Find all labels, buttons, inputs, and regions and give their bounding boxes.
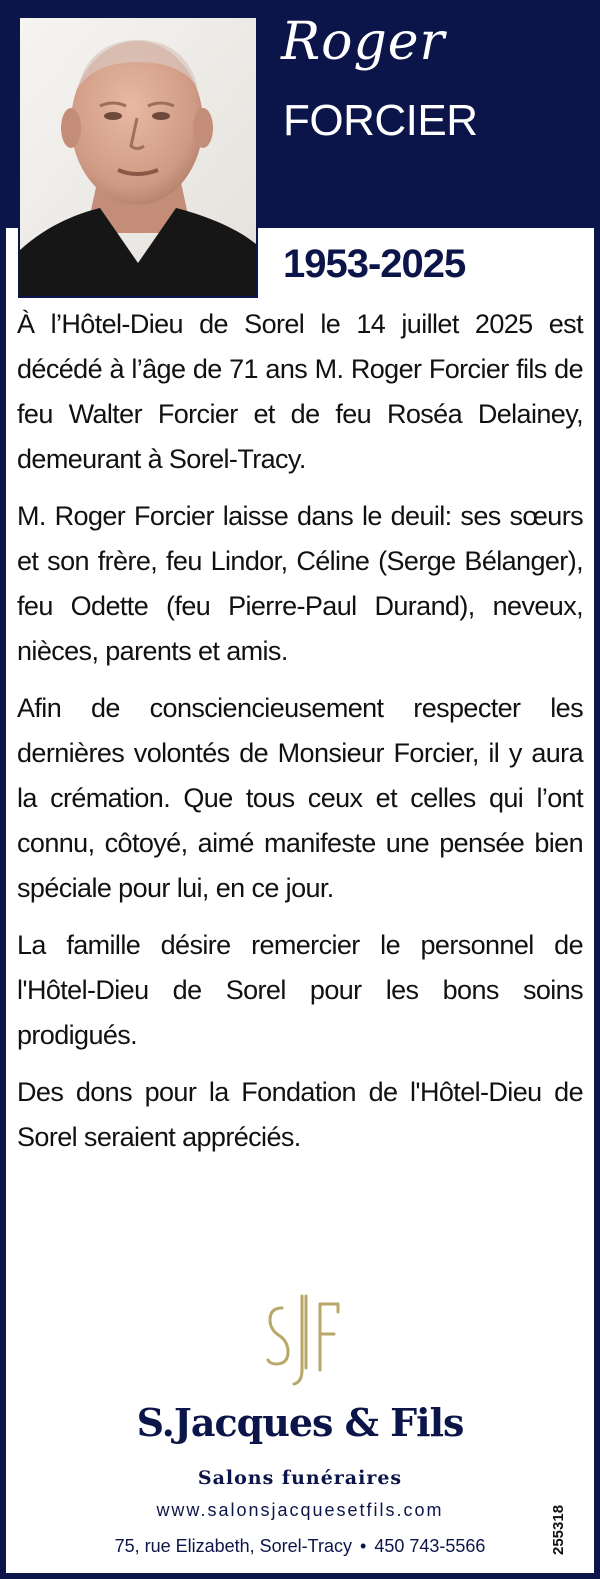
separator-dot: • xyxy=(360,1536,367,1556)
paragraph: M. Roger Forcier laisse dans le deuil: ses sœurs et son frère, feu Lindor, Céline (Serge Bélanger), feu Odette (feu Pierre-Paul Durand), neveux, nièces, parents et amis. xyxy=(17,501,583,666)
portrait-frame xyxy=(18,16,258,298)
paragraph: Afin de consciencieusement respecter les dernières volontés de Monsieur Forcier, il y aura la crémation. Que tous ceux et celles qui l’ont connu, côtoyé, aimé manifeste une pensée bien spéciale pour lui, en ce jour. xyxy=(17,693,583,903)
company-phone[interactable]: 450 743-5566 xyxy=(374,1536,486,1556)
paragraph: La famille désire remercier le personnel de l'Hôtel-Dieu de Sorel pour les bons soins prodigués. xyxy=(17,930,583,1050)
company-name: S.Jacques & Fils xyxy=(136,1400,464,1445)
last-name: FORCIER xyxy=(283,96,478,145)
company-subtitle: Salons funéraires xyxy=(197,1467,403,1489)
portrait-photo xyxy=(20,18,256,296)
obituary-text xyxy=(17,302,583,1172)
company-address: 75, rue Elizabeth, Sorel-Tracy xyxy=(114,1536,352,1556)
first-name: Roger xyxy=(281,12,446,72)
life-years: 1953-2025 xyxy=(283,242,466,286)
sjf-monogram-logo xyxy=(262,1290,342,1390)
paragraph: À l’Hôtel-Dieu de Sorel le 14 juillet 2025 est décédé à l’âge de 71 ans M. Roger Forcier fils de feu Walter Forcier et de feu Roséa Delainey, demeurant à Sorel-Tracy. xyxy=(17,309,583,474)
company-contact xyxy=(0,1536,600,1557)
ad-reference-number: 255318 xyxy=(550,1504,567,1555)
paragraph: Des dons pour la Fondation de l'Hôtel-Dieu de Sorel seraient appréciés. xyxy=(17,1077,583,1152)
company-website[interactable]: www.salonsjacquesetfils.com xyxy=(156,1500,444,1520)
